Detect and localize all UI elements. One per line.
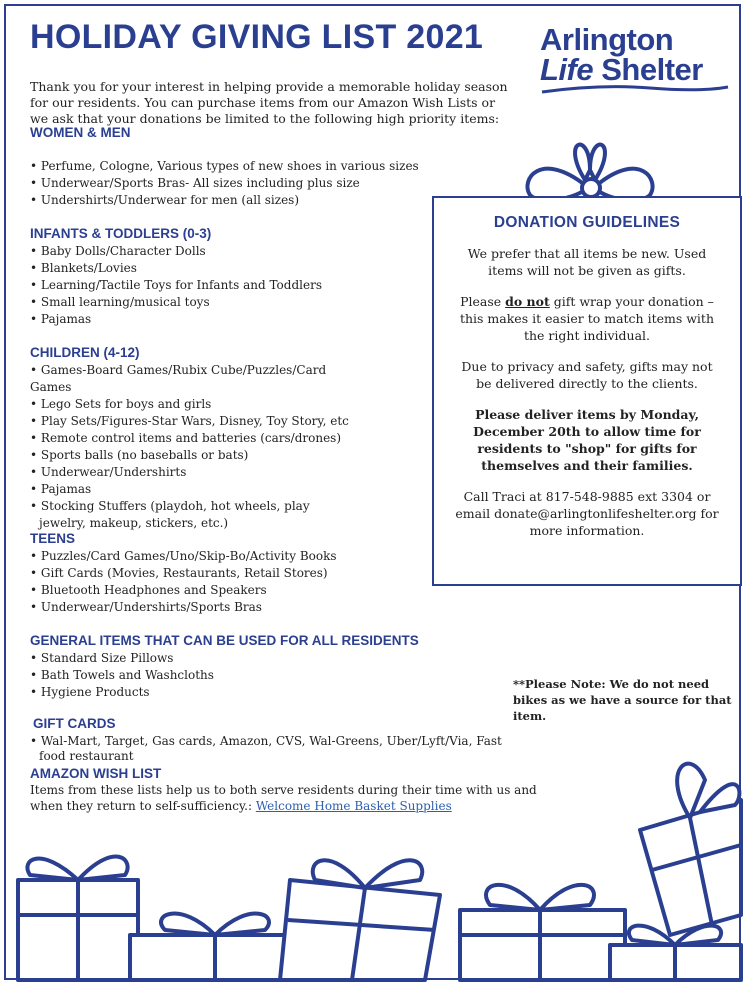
list-item: • Learning/Tactile Toys for Infants and Toddlers bbox=[30, 277, 322, 294]
bow-icon bbox=[527, 145, 652, 201]
intro-paragraph: Thank you for your interest in helping provide a memorable holiday season for our residents. You can purchase items from our Amazon Wish Lists or we ask that your donations be limited to the following high priority items: bbox=[30, 78, 508, 126]
guideline-do-not-emphasis: do not bbox=[505, 294, 550, 309]
list-item: • Lego Sets for boys and girls bbox=[30, 396, 360, 413]
guideline-contact: Call Traci at 817-548-9885 ext 3304 or email donate@arlingtonlifeshelter.org for more information. bbox=[455, 489, 719, 538]
list-item: • Remote control items and batteries (cars/drones) bbox=[30, 430, 360, 447]
list-item: • Gift Cards (Movies, Restaurants, Retail Stores) bbox=[30, 565, 337, 582]
guideline-new-items: We prefer that all items be new. Used items will not be given as gifts. bbox=[467, 246, 707, 278]
section-heading-amazon-wish-list: AMAZON WISH LIST bbox=[30, 766, 162, 781]
guideline-gift-wrap bbox=[452, 293, 722, 344]
gift-box-icon bbox=[18, 857, 138, 980]
page-title: HOLIDAY GIVING LIST 2021 bbox=[30, 18, 484, 56]
bikes-note: **Please Note: We do not need bikes as we have a source for that item. bbox=[513, 677, 732, 723]
guideline-deadline: Please deliver items by Monday, December 20th to allow time for residents to "shop" for gifts for themselves and their families. bbox=[473, 407, 701, 473]
list-item: • Bath Towels and Washcloths bbox=[30, 667, 214, 684]
gift-box-icon bbox=[130, 914, 300, 980]
amazon-description: Items from these lists help us to both serve residents during their time with us and when they return to self-sufficiency.: bbox=[30, 783, 537, 813]
gift-box-icon bbox=[460, 885, 625, 980]
list-item: • Perfume, Cologne, Various types of new shoes in various sizes bbox=[30, 158, 419, 175]
section-heading-general-items: GENERAL ITEMS THAT CAN BE USED FOR ALL RESIDENTS bbox=[30, 633, 419, 648]
list-item: • Baby Dolls/Character Dolls bbox=[30, 243, 322, 260]
logo-word-shelter: Shelter bbox=[601, 52, 703, 87]
list-item: • Undershirts/Underwear for men (all sizes) bbox=[30, 192, 419, 209]
section-heading-infants-toddlers: INFANTS & TODDLERS (0-3) bbox=[30, 226, 212, 241]
donation-guidelines-box bbox=[432, 196, 742, 586]
section-heading-gift-cards: GIFT CARDS bbox=[33, 716, 116, 731]
list-item: • Pajamas bbox=[30, 481, 360, 498]
section-heading-children: CHILDREN (4-12) bbox=[30, 345, 140, 360]
list-item: • Pajamas bbox=[30, 311, 322, 328]
list-item: • Standard Size Pillows bbox=[30, 650, 214, 667]
section-heading-women-men: WOMEN & MEN bbox=[30, 125, 131, 140]
guideline-gift-wrap-rest: gift wrap your donation – this makes it easier to match items with the right individual. bbox=[459, 294, 715, 343]
list-item: • Puzzles/Card Games/Uno/Skip-Bo/Activity Books bbox=[30, 548, 337, 565]
list-item: • Underwear/Undershirts/Sports Bras bbox=[30, 599, 337, 616]
list-item: • Hygiene Products bbox=[30, 684, 214, 701]
list-item: • Stocking Stuffers (playdoh, hot wheels, play jewelry, makeup, stickers, etc.) bbox=[30, 498, 360, 532]
welcome-home-basket-link[interactable]: Welcome Home Basket Supplies bbox=[255, 799, 452, 813]
list-item: • Play Sets/Figures-Star Wars, Disney, Toy Story, etc bbox=[30, 413, 360, 430]
gift-box-icon bbox=[640, 764, 741, 935]
list-item: • Wal-Mart, Target, Gas cards, Amazon, CVS, Wal-Greens, Uber/Lyft/Via, Fast food restaurant bbox=[30, 734, 520, 764]
list-item: • Blankets/Lovies bbox=[30, 260, 322, 277]
logo-word-life: Life bbox=[540, 52, 594, 87]
section-heading-teens: TEENS bbox=[30, 531, 76, 546]
list-item: • Games-Board Games/Rubix Cube/Puzzles/Card Games bbox=[30, 362, 360, 396]
guideline-privacy: Due to privacy and safety, gifts may not be delivered directly to the clients. bbox=[461, 359, 713, 391]
list-item: • Underwear/Undershirts bbox=[30, 464, 360, 481]
list-item: • Sports balls (no baseballs or bats) bbox=[30, 447, 360, 464]
logo-line-arlington: Arlington bbox=[540, 22, 674, 57]
list-item: • Bluetooth Headphones and Speakers bbox=[30, 582, 337, 599]
list-item: • Small learning/musical toys bbox=[30, 294, 322, 311]
guideline-gift-wrap-prefix: Please bbox=[460, 294, 506, 309]
donation-guidelines-heading: DONATION GUIDELINES bbox=[493, 214, 681, 231]
gift-box-icon bbox=[280, 860, 440, 980]
list-item: • Underwear/Sports Bras- All sizes including plus size bbox=[30, 175, 419, 192]
